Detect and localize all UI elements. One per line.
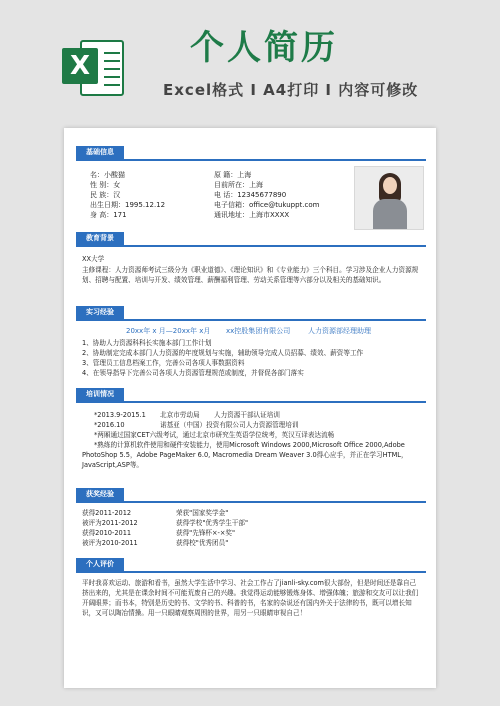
internship-item: 1、协助人力资源科科长实施本部门工作计划 (82, 339, 212, 347)
internship-item: 3、管理员工信息档案工作，完善公司各项人事数据资料 (82, 359, 245, 367)
education-courses: 主修课程：人力资源师考试三级分为《职业道德》、《理论知识》和《专业能力》三个科目。学习涉及企业人力资源规划、招聘与配置、培训与开发、绩效管理、薪酬福利管理、劳动关系管理等六部分以及相关的基础知识。 (82, 266, 419, 284)
training-desc: 人力资源干部认证培训 (214, 411, 280, 419)
basic-native: 原 籍：上海 (214, 171, 252, 179)
internship-item: 2、协助制定完成本部门人力资源的年度规划与实施，辅助领导完成人员招募、绩效、薪资等工作 (82, 349, 364, 357)
basic-name: 名：小酸猫 (90, 171, 125, 179)
training-org: 北京市劳动局 (160, 411, 200, 419)
profile-photo (354, 166, 424, 230)
basic-height: 身 高：171 (90, 211, 127, 219)
basic-current: 目前所在：上海 (214, 181, 263, 189)
education-school: XX大学 (82, 255, 105, 263)
training-cet: *两厢通过国家CET六级考试，通过北京市研究生英语学位统考，英汉互译表达流畅 (94, 431, 335, 439)
internship-company: xx控股集团有限公司 (226, 327, 291, 335)
banner-subtitle: Excel格式 Ⅰ A4打印 Ⅰ 内容可修改 (163, 81, 419, 99)
banner-title: 个人简历 (190, 28, 338, 68)
basic-birth: 出生日期：1995.12.12 (90, 201, 166, 209)
excel-logo-icon: X (62, 36, 126, 100)
internship-period: 20xx年 x 月—20xx年 x月 (126, 327, 211, 335)
training-date: *2016.10 (94, 421, 125, 429)
section-evaluation: 个人评价 (76, 558, 426, 573)
training-computer: *熟练的计算机软件使用和硬件安装能力，使用Microsoft Windows 2000,Microsoft Office 2000,Adobe PhotoShop 5.5，Adobe PageMaker 6.0, Macromedia Dream Weaver 3.0得心应手，并正在学习HTML，JavaScript,ASP等。 (82, 441, 408, 469)
section-basic-info: 基础信息 (76, 146, 426, 161)
award-title: 获得校"优秀团员" (176, 539, 229, 547)
award-title: 荣获"国家奖学金" (176, 509, 229, 517)
evaluation-text: 平时我喜欢运动、旅游和看书，虽然大学生活中学习、社会工作占了jianli-sky.com很大部份，但是时间还是靠自己挤出来的，尤其是在课余时间不可能荒废自己的兴趣。我觉得运动能够锻炼身体、增强体魄；旅游和交友可以让我们开阔眼界；而书本，特别是历史的书、文学的书、科普的书，名家的杂说还有国内外关于法律的书，既可以增长知识，又可以陶冶情操。用一只眼睛观察周围的世界，用另一只眼睛审视自己！ (82, 579, 419, 617)
basic-phone: 电 话：12345677890 (214, 191, 287, 199)
award-title: 获得"先锋杯×-×奖" (176, 529, 236, 537)
basic-gender: 性 别：女 (90, 181, 121, 189)
training-date: *2013.9-2015.1 (94, 411, 146, 419)
resume-page (64, 128, 436, 688)
section-awards: 获奖经验 (76, 488, 426, 503)
section-internship: 实习经验 (76, 306, 426, 321)
basic-ethnic: 民 族：汉 (90, 191, 121, 199)
award-date: 被评为2011-2012 (82, 519, 138, 527)
award-date: 被评为2010-2011 (82, 539, 138, 547)
training-desc: 诺基亚（中国）投资有限公司人力资源管理培训 (160, 421, 299, 429)
basic-email: 电子信箱：office@tukuppt.com (214, 201, 320, 209)
award-title: 获得学校"优秀学生干部" (176, 519, 249, 527)
internship-item: 4、在领导指导下完善公司各项人力资源管理规范或制度，并督促各部门落实 (82, 369, 304, 377)
banner (0, 0, 500, 122)
award-date: 获得2010-2011 (82, 529, 132, 537)
section-training: 培训情况 (76, 388, 426, 403)
award-date: 获得2011-2012 (82, 509, 132, 517)
basic-address: 通讯地址：上海市XXXX (214, 211, 290, 219)
internship-position: 人力资源部经理助理 (308, 327, 371, 335)
section-education: 教育背景 (76, 232, 426, 247)
